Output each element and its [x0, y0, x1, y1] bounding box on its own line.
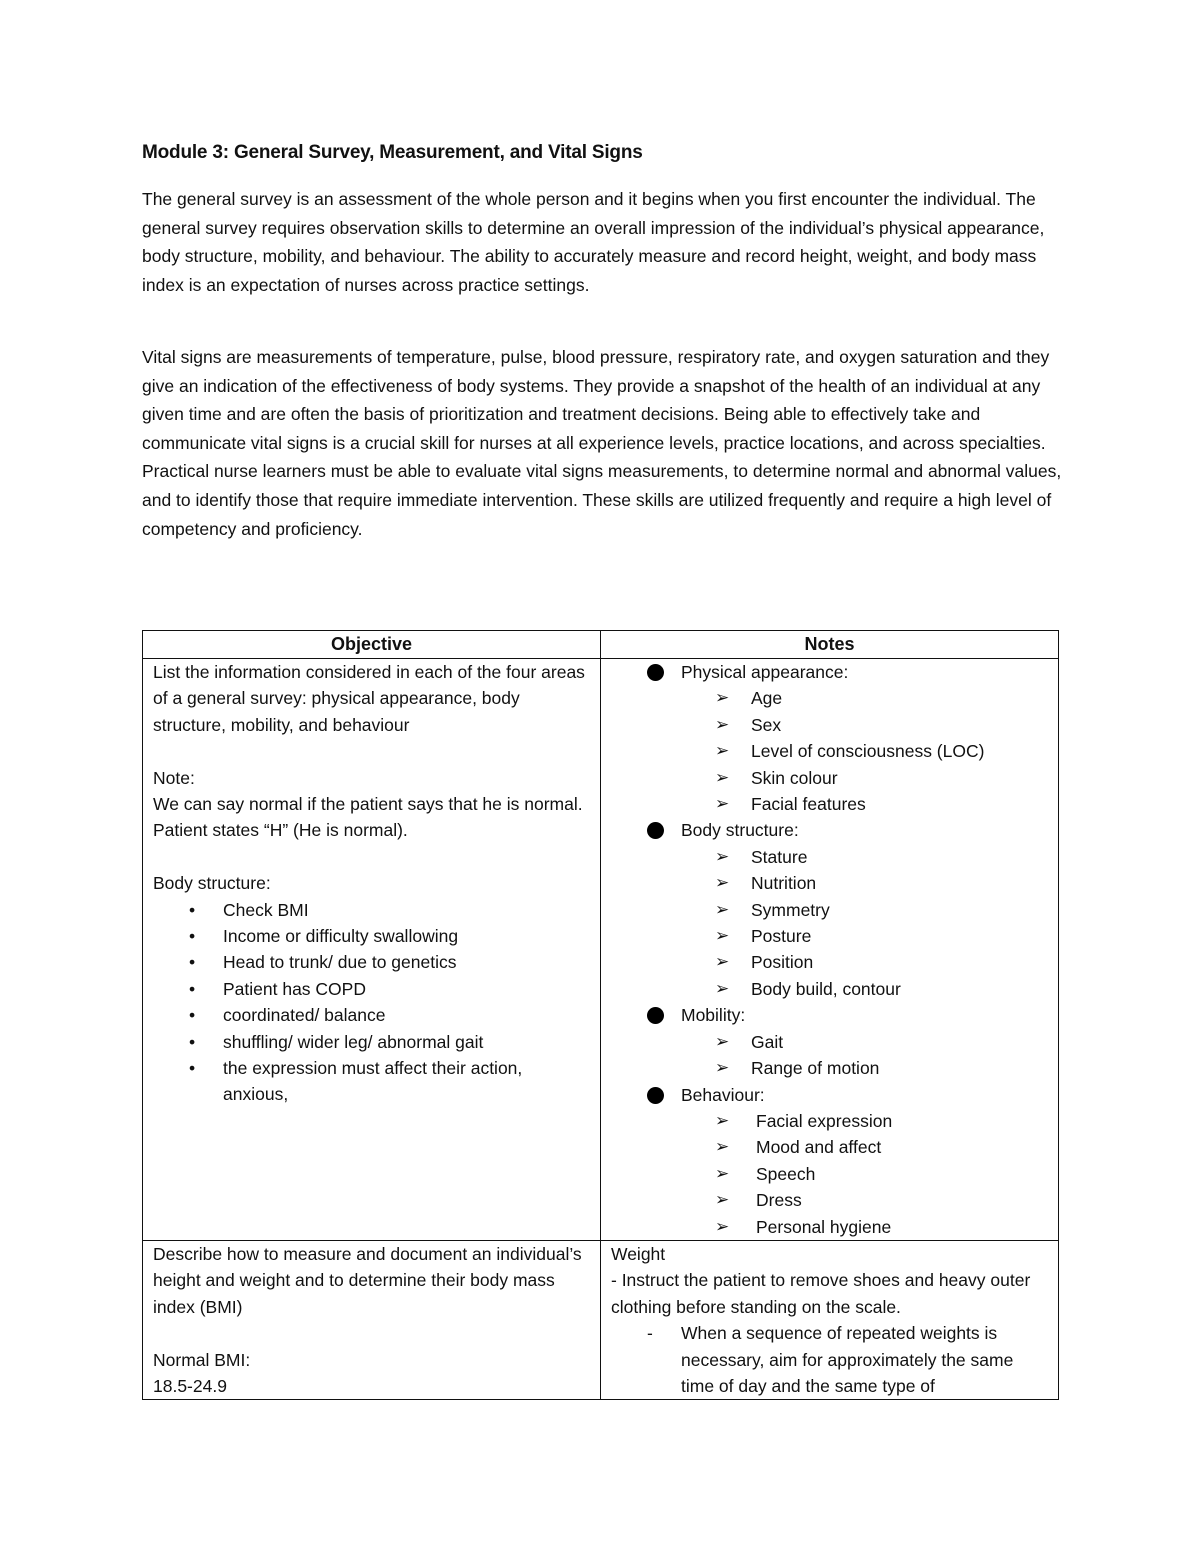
arrow-bullet-icon: ➢	[715, 1216, 730, 1236]
arrow-bullet-icon: ➢	[715, 1110, 730, 1130]
arrow-bullet-icon: ➢	[715, 794, 730, 814]
arrow-bullet-icon: ➢	[715, 926, 730, 946]
list-item: ➢ Range of motion	[611, 1055, 1048, 1081]
arrow-bullet-icon: ➢	[715, 1031, 730, 1051]
bmi-label: Normal BMI:	[153, 1349, 251, 1370]
list-item: • Income or difficulty swallowing	[153, 923, 590, 949]
dash-bullet-icon: -	[647, 1323, 653, 1344]
list-item: • coordinated/ balance	[153, 1002, 590, 1028]
notes-header: Notes	[601, 631, 1059, 659]
arrow-bullet-icon: ➢	[715, 1163, 730, 1183]
list-item: ➢ Personal hygiene	[611, 1214, 1048, 1240]
category-body-structure: Body structure:	[611, 817, 1048, 843]
bullet-dot-icon	[647, 1087, 664, 1104]
list-item: ➢ Posture	[611, 923, 1048, 949]
list-item: ➢ Facial features	[611, 791, 1048, 817]
list-item: ➢ Facial expression	[611, 1108, 1048, 1134]
list-item: ➢ Speech	[611, 1161, 1048, 1187]
arrow-bullet-icon: ➢	[715, 1058, 730, 1078]
intro-paragraph: The general survey is an assessment of the whole person and it begins when you first encounter the individual. The general survey requires observation skills to determine an overall impression of the individual’s physical appearance, body structure, mobility, and behaviour. The ability to accurately measure and record height, weight, and body mass index is an expectation of nurses across practice settings.	[142, 189, 1045, 295]
list-item: ➢ Age	[611, 685, 1048, 711]
note-text: We can say normal if the patient says that he is normal. Patient states “H” (He is normal).	[153, 794, 583, 841]
category-behaviour: Behaviour:	[611, 1082, 1048, 1108]
notes-cell	[601, 1240, 1059, 1399]
objective-cell	[143, 1240, 601, 1399]
list-item: • the expression must affect their action, anxious,	[153, 1055, 590, 1108]
objective-cell	[143, 659, 601, 1241]
arrow-bullet-icon: ➢	[715, 688, 730, 708]
arrow-bullet-icon: ➢	[715, 952, 730, 972]
arrow-bullet-icon: ➢	[715, 1137, 730, 1157]
table-row	[143, 1240, 1059, 1399]
notes-cell	[601, 659, 1059, 1241]
list-item: ➢ Mood and affect	[611, 1134, 1048, 1160]
list-item: ➢ Sex	[611, 712, 1048, 738]
table-header-row	[143, 631, 1059, 659]
list-item: ➢ Dress	[611, 1187, 1048, 1213]
body-structure-list	[153, 897, 590, 1108]
bullet-dot-icon	[647, 1007, 664, 1024]
list-item: • Head to trunk/ due to genetics	[153, 949, 590, 975]
bullet-dot-icon	[647, 822, 664, 839]
objective-header: Objective	[143, 631, 601, 659]
arrow-bullet-icon: ➢	[715, 873, 730, 893]
arrow-bullet-icon: ➢	[715, 767, 730, 787]
objective-text: Describe how to measure and document an individual’s height and weight and to determine their body mass index (BMI)	[153, 1243, 582, 1317]
objective-text: List the information considered in each of the four areas of a general survey: physical appearance, body structure, mobility, and behaviour	[153, 662, 585, 735]
list-item: ➢ Body build, contour	[611, 976, 1048, 1002]
list-item: ➢ Level of consciousness (LOC)	[611, 738, 1048, 764]
arrow-bullet-icon: ➢	[715, 741, 730, 761]
list-item: ➢ Stature	[611, 844, 1048, 870]
arrow-bullet-icon: ➢	[715, 899, 730, 919]
list-item: - When a sequence of repeated weights is necessary, aim for approximately the same time of day and the same type of	[611, 1320, 1048, 1399]
bullet-dot-icon	[647, 664, 664, 681]
body-structure-label: Body structure:	[153, 873, 271, 894]
arrow-bullet-icon: ➢	[715, 846, 730, 866]
arrow-bullet-icon: ➢	[715, 978, 730, 998]
category-physical: Physical appearance:	[611, 659, 1048, 685]
list-item: • shuffling/ wider leg/ abnormal gait	[153, 1029, 590, 1055]
arrow-bullet-icon: ➢	[715, 1190, 730, 1210]
vitals-paragraph: Vital signs are measurements of temperature, pulse, blood pressure, respiratory rate, and oxygen saturation and they give an indication of the effectiveness of body systems. They provide a snapshot of the health of an individual at any given time and are often the basis of prioritization and treatment decisions. Being able to effectively take and communicate vital signs is a crucial skill for nurses at all experience levels, practice locations, and across specialties. Practical nurse learners must be able to evaluate vital signs measurements, to determine normal and abnormal values, and to identify those that require immediate intervention. These skills are utilized frequently and require a high level of competency and proficiency.	[142, 347, 1062, 539]
objectives-table	[142, 630, 1059, 1400]
list-item: ➢ Gait	[611, 1029, 1048, 1055]
list-item: ➢ Skin colour	[611, 765, 1048, 791]
weight-label: Weight	[611, 1243, 666, 1264]
table-row	[143, 659, 1059, 1241]
page-title: Module 3: General Survey, Measurement, and Vital Signs	[142, 142, 643, 163]
bmi-value: 18.5-24.9	[153, 1375, 227, 1396]
list-item: ➢ Symmetry	[611, 897, 1048, 923]
list-item: • Patient has COPD	[153, 976, 590, 1002]
list-item: • Check BMI	[153, 897, 590, 923]
weight-instruction: - Instruct the patient to remove shoes and heavy outer clothing before standing on the scale.	[611, 1270, 1031, 1317]
arrow-bullet-icon: ➢	[715, 714, 730, 734]
note-label: Note:	[153, 767, 195, 788]
list-item: ➢ Nutrition	[611, 870, 1048, 896]
list-item: ➢ Position	[611, 949, 1048, 975]
category-mobility: Mobility:	[611, 1002, 1048, 1028]
